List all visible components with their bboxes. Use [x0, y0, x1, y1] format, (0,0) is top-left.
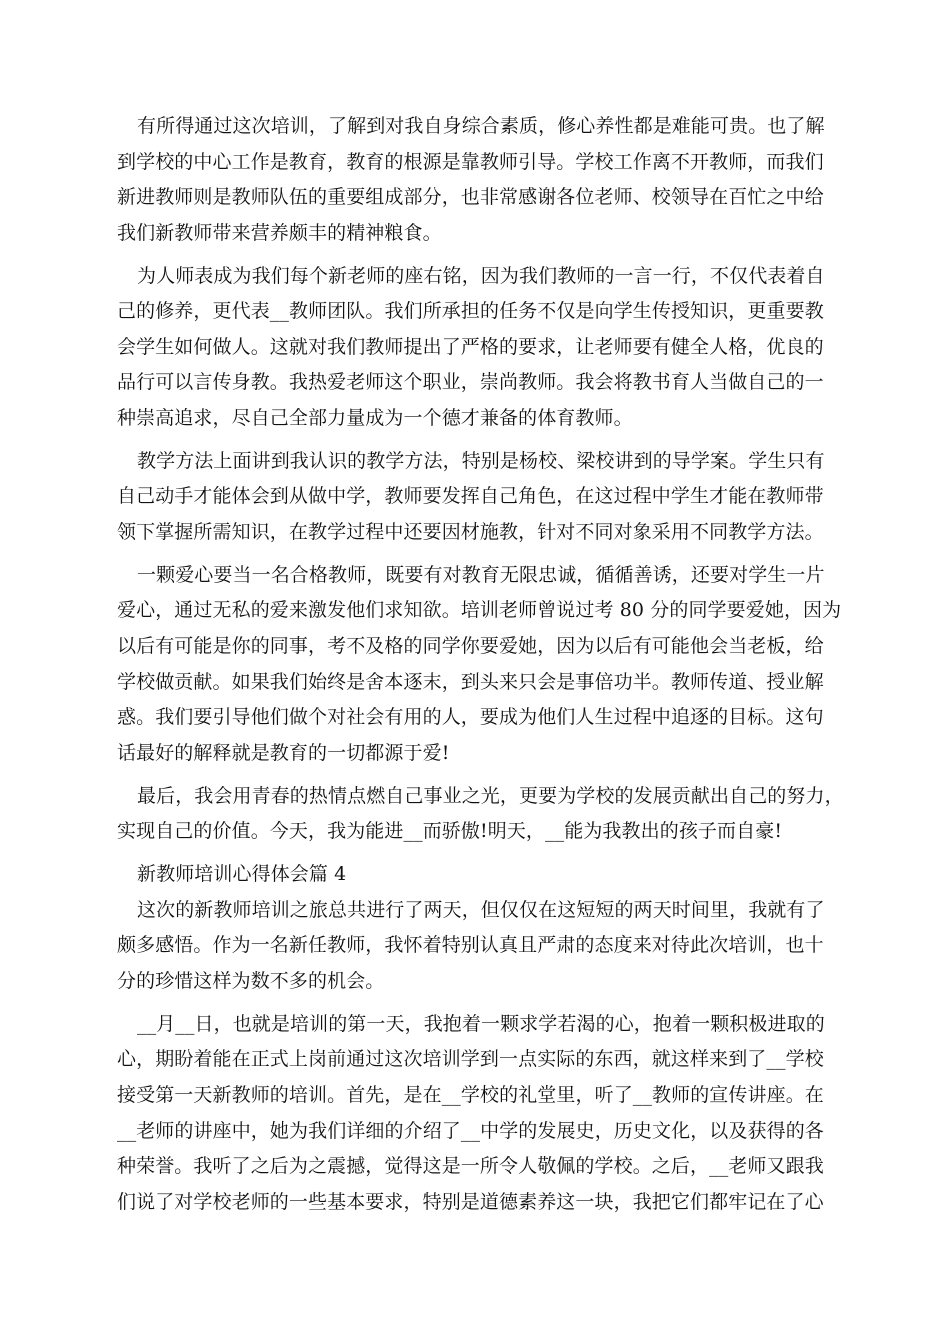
paragraph-line: 惑。我们要引导他们做个对社会有用的人，要成为他们人生过程中追逐的目标。这句	[117, 706, 824, 728]
paragraph-line: 教学方法上面讲到我认识的教学方法，特别是杨校、梁校讲到的导学案。学生只有	[137, 450, 825, 472]
paragraph-line: 实现自己的价值。今天，我为能进__而骄傲!明天，__能为我教出的孩子而自豪!	[117, 820, 783, 842]
paragraph-line: 话最好的解释就是教育的一切都源于爱!	[117, 742, 450, 764]
paragraph-line: 种崇高追求，尽自己全部力量成为一个德才兼备的体育教师。	[117, 407, 633, 429]
paragraph-line: __老师的讲座中，她为我们详细的介绍了__中学的发展史，历史文化，以及获得的各	[117, 1120, 824, 1142]
paragraph-line: __月__日，也就是培训的第一天，我抱着一颗求学若渴的心，抱着一颗积极进取的	[137, 1013, 825, 1035]
paragraph-line: 最后，我会用青春的热情点燃自己事业之光，更要为学校的发展贡献出自己的努力，	[137, 785, 844, 807]
paragraph-line: 己的修养，更代表__教师团队。我们所承担的任务不仅是向学生传授知识，更重要教	[117, 300, 824, 322]
paragraph-line: 为人师表成为我们每个新老师的座右铭，因为我们教师的一言一行，不仅代表着自	[137, 265, 825, 287]
paragraph-line: 颇多感悟。作为一名新任教师，我怀着特别认真且严肃的态度来对待此次培训，也十	[117, 934, 824, 956]
paragraph-line: 一颗爱心要当一名合格教师，既要有对教育无限忠诚，循循善诱，还要对学生一片	[137, 564, 825, 586]
paragraph-line: 品行可以言传身教。我热爱老师这个职业，崇尚教师。我会将教书育人当做自己的一	[117, 371, 824, 393]
paragraph-line: 这次的新教师培训之旅总共进行了两天，但仅仅在这短短的两天时间里，我就有了	[137, 899, 825, 921]
paragraph-line: 种荣誉。我听了之后为之震撼，觉得这是一所令人敬佩的学校。之后，__老师又跟我	[117, 1155, 824, 1177]
paragraph-line: 分的珍惜这样为数不多的机会。	[117, 970, 385, 992]
paragraph-line: 新进教师则是教师队伍的重要组成部分，也非常感谢各位老师、校领导在百忙之中给	[117, 186, 824, 208]
paragraph-line: 自己动手才能体会到从做中学，教师要发挥自己角色，在这过程中学生才能在教师带	[117, 485, 824, 507]
paragraph-line: 我们新教师带来营养颇丰的精神粮食。	[117, 222, 442, 244]
paragraph-line: 接受第一天新教师的培训。首先，是在__学校的礼堂里，听了__教师的宣传讲座。在	[117, 1084, 824, 1106]
paragraph-line: 以后有可能是你的同事，考不及格的同学你要爱她，因为以后有可能他会当老板，给	[117, 635, 824, 657]
paragraph-line: 学校做贡献。如果我们始终是舍本逐末，到头来只会是事倍功半。教师传道、授业解	[117, 671, 824, 693]
section-heading: 新教师培训心得体会篇 4	[137, 863, 347, 885]
paragraph-line: 有所得通过这次培训，了解到对我自身综合素质，修心养性都是难能可贵。也了解	[137, 115, 825, 137]
paragraph-line: 们说了对学校老师的一些基本要求，特别是道德素养这一块，我把它们都牢记在了心	[117, 1191, 824, 1213]
paragraph-line: 领下掌握所需知识，在教学过程中还要因材施教，针对不同对象采用不同教学方法。	[117, 521, 824, 543]
paragraph-line: 会学生如何做人。这就对我们教师提出了严格的要求，让老师要有健全人格，优良的	[117, 336, 824, 358]
paragraph-line: 到学校的中心工作是教育，教育的根源是靠教师引导。学校工作离不开教师，而我们	[117, 151, 824, 173]
paragraph-line: 爱心，通过无私的爱来激发他们求知欲。培训老师曾说过考 80 分的同学要爱她，因为	[117, 599, 842, 621]
paragraph-line: 心，期盼着能在正式上岗前通过这次培训学到一点实际的东西，就这样来到了__学校	[117, 1048, 824, 1070]
